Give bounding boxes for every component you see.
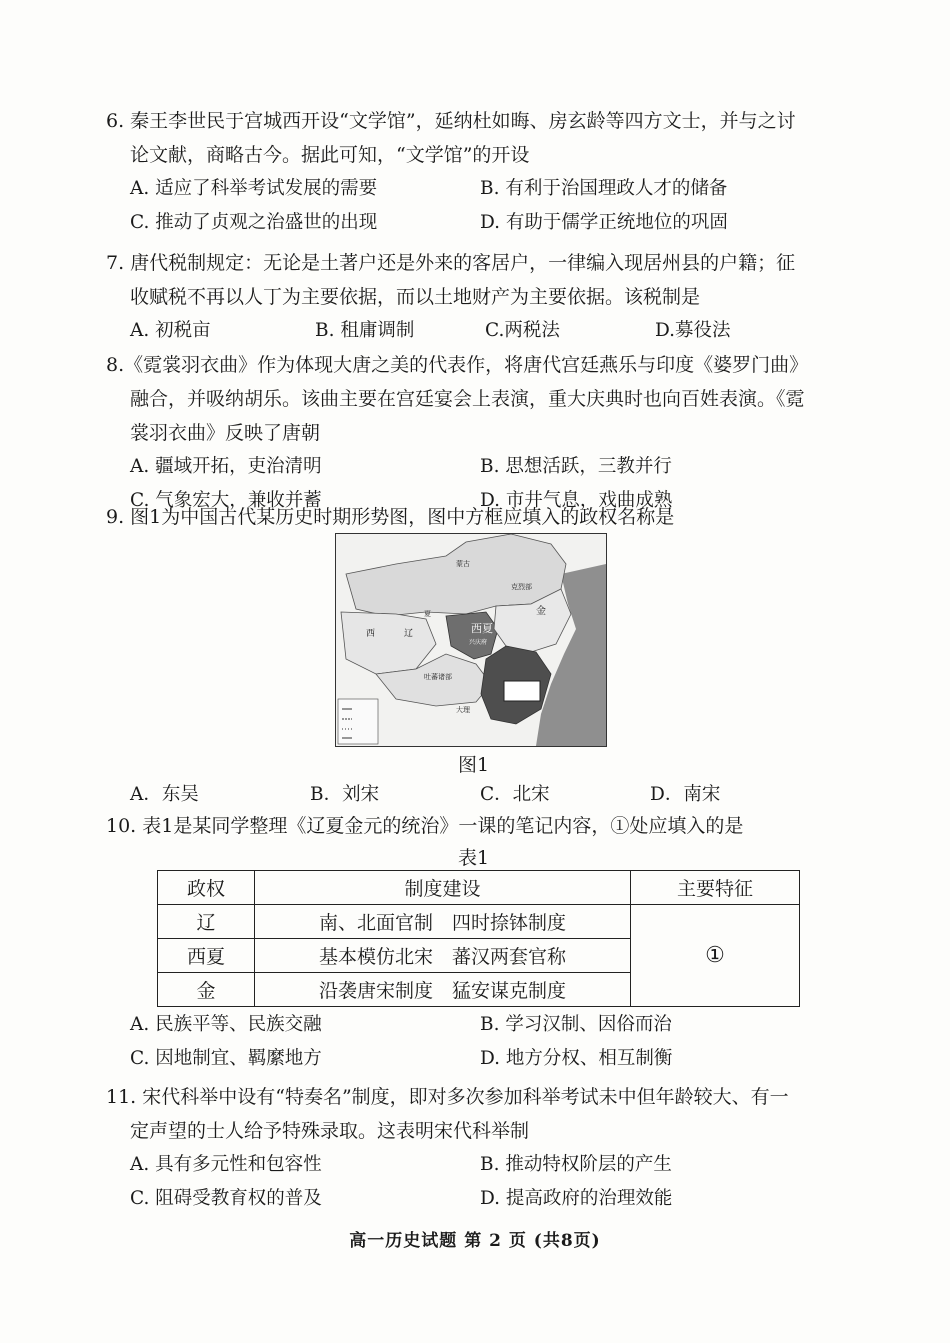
table-header-regime: 政权 (158, 871, 255, 905)
question-8-stem-line3: 裳羽衣曲》反映了唐朝 (130, 422, 321, 444)
question-10-options (106, 1008, 866, 1076)
table-header-row (158, 871, 800, 905)
question-7-stem-line2: 收赋税不再以人丁为主要依据，而以土地财产为主要依据。该税制是 (130, 286, 701, 308)
question-7-option-d[interactable]: D.募役法 (655, 320, 731, 341)
question-6-option-c[interactable]: C. 推动了贞观之治盛世的出现 (130, 212, 378, 233)
question-6-option-a[interactable]: A. 适应了科举考试发展的需要 (130, 178, 378, 199)
map-label-xia: 夏 (424, 610, 431, 618)
table-cell-system: 基本模仿北宋 蕃汉两套官称 (255, 939, 631, 973)
map-label-tubo: 吐蕃诸部 (424, 673, 452, 681)
map-label-liao: 辽 (404, 629, 414, 639)
question-8-option-a[interactable]: A. 疆域开拓，吏治清明 (130, 456, 322, 477)
question-9 (106, 500, 866, 534)
question-7-stem-line1: 7. 唐代税制规定：无论是土著户还是外来的客居户，一律编入现居州县的户籍；征 (106, 252, 796, 274)
question-6-option-b[interactable]: B. 有利于治国理政人才的储备 (480, 178, 728, 199)
question-7-option-b[interactable]: B. 租庸调制 (315, 320, 415, 341)
question-9-option-d[interactable]: D．南宋 (650, 784, 721, 805)
question-6-stem-line1: 6. 秦王李世民于宫城西开设“文学馆”，延纳杜如晦、房玄龄等四方文士，并与之讨 (106, 110, 796, 132)
notes-table (157, 870, 800, 1007)
table-cell-feature: ① (631, 905, 800, 1007)
question-11-option-c[interactable]: C. 阻碍受教育权的普及 (130, 1188, 322, 1209)
question-11-stem-line1: 11. 宋代科举中设有“特奏名”制度，即对多次参加科举考试未中但年龄较大、有一 (106, 1086, 789, 1108)
question-6 (106, 104, 866, 240)
question-7-option-a[interactable]: A. 初税亩 (130, 320, 211, 341)
question-8 (106, 348, 866, 518)
question-10-option-c[interactable]: C. 因地制宜、羁縻地方 (130, 1048, 322, 1069)
question-10-stem-line1: 10. 表1是某同学整理《辽夏金元的统治》一课的笔记内容，①处应填入的是 (106, 815, 744, 837)
table-cell-regime: 西夏 (158, 939, 255, 973)
map-blank-box (504, 681, 540, 701)
map-label-dali: 大理 (456, 706, 470, 714)
figure-caption: 图1 (458, 754, 490, 776)
table-header-feature: 主要特征 (631, 871, 800, 905)
question-8-stem-line1: 8.《霓裳羽衣曲》作为体现大唐之美的代表作，将唐代宫廷燕乐与印度《婆罗门曲》 (106, 354, 809, 376)
question-9-stem-line1: 9. 图1为中国古代某历史时期形势图，图中方框应填入的政权名称是 (106, 506, 675, 528)
historical-map-figure (335, 533, 607, 747)
question-7 (106, 246, 866, 348)
question-11-option-b[interactable]: B. 推动特权阶层的产生 (480, 1154, 672, 1175)
map-label-mongol: 蒙古 (456, 560, 470, 568)
map-label-xixia: 西夏 (471, 622, 493, 635)
question-11 (106, 1080, 866, 1216)
question-9-option-a[interactable]: A．东吴 (130, 784, 199, 805)
table-cell-system: 南、北面官制 四时捺钵制度 (255, 905, 631, 939)
question-11-stem-line2: 定声望的士人给予特殊录取。这表明宋代科举制 (130, 1120, 530, 1142)
question-10-option-a[interactable]: A. 民族平等、民族交融 (130, 1014, 322, 1035)
question-9-options (106, 778, 866, 812)
question-8-stem-line2: 融合，并吸纳胡乐。该曲主要在宫廷宴会上表演，重大庆典时也向百姓表演。《霓 (130, 388, 805, 410)
question-10 (106, 809, 866, 843)
page-footer: 高一历史试题 第 2 页 (共8页) (349, 1231, 601, 1251)
question-6-stem-line2: 论文献，商略古今。据此可知，“文学馆”的开设 (130, 144, 530, 166)
map-label-west: 西 (366, 629, 376, 639)
question-6-option-d[interactable]: D. 有助于儒学正统地位的巩固 (480, 212, 728, 233)
map-label-jin: 金 (536, 606, 546, 617)
table-row (158, 905, 800, 939)
map-label-kelie: 克烈部 (511, 583, 532, 591)
table-cell-system: 沿袭唐宋制度 猛安谋克制度 (255, 973, 631, 1007)
question-8-option-c[interactable]: C. 气象宏大，兼收并蓄 (130, 490, 322, 511)
table-cell-regime: 金 (158, 973, 255, 1007)
question-11-option-d[interactable]: D. 提高政府的治理效能 (480, 1188, 673, 1209)
question-8-option-b[interactable]: B. 思想活跃，三教并行 (480, 456, 672, 477)
table-caption: 表1 (458, 847, 490, 869)
question-7-option-c[interactable]: C.两税法 (485, 320, 560, 341)
question-9-option-b[interactable]: B．刘宋 (310, 784, 380, 805)
question-9-option-c[interactable]: C．北宋 (480, 784, 550, 805)
question-10-option-b[interactable]: B. 学习汉制、因俗而治 (480, 1014, 672, 1035)
map-legend (338, 699, 378, 744)
map-label-xingqingfu: 兴庆府 (469, 639, 488, 646)
map-graphic (336, 534, 606, 746)
question-10-option-d[interactable]: D. 地方分权、相互制衡 (480, 1048, 673, 1069)
question-11-option-a[interactable]: A. 具有多元性和包容性 (130, 1154, 322, 1175)
table-cell-regime: 辽 (158, 905, 255, 939)
question-8-option-d[interactable]: D. 市井气息，戏曲成熟 (480, 490, 673, 511)
table-header-system: 制度建设 (255, 871, 631, 905)
